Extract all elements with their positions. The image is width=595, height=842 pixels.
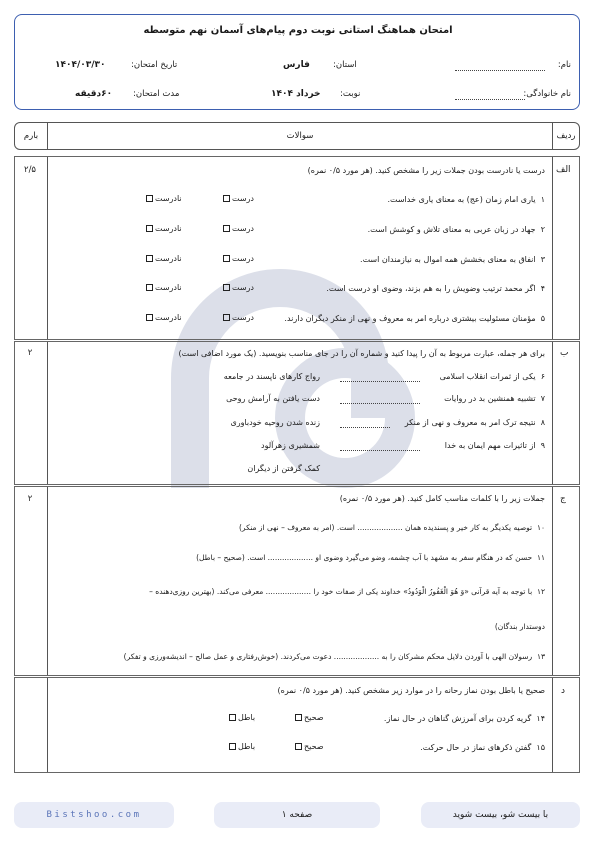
question-4: ۴ اگر محمد ترتیب وضویش را به هم بزند، وضوی او درست است. — [326, 284, 545, 293]
checkbox[interactable] — [146, 195, 153, 202]
answer-blank[interactable] — [340, 381, 420, 382]
province-value: فارس — [283, 60, 310, 70]
section-letter: ج — [560, 494, 566, 504]
term-label: نوبت: — [340, 89, 361, 99]
term-value: خرداد ۱۴۰۴ — [271, 89, 321, 99]
false-option[interactable]: نادرست — [146, 224, 182, 233]
row-column-label: ردیف — [556, 131, 576, 141]
section-instruction: جملات زیر را با کلمات مناسب کامل کنید. (هر مورد ۰/۵ نمره) — [339, 494, 545, 503]
score-column-label: بارم — [23, 131, 39, 141]
answer-blank[interactable] — [340, 450, 420, 451]
question-1: ۱ یاری امام زمان (عج) به معنای یاری خداست. — [387, 195, 545, 204]
answer-blank[interactable] — [340, 427, 390, 428]
section-instruction: برای هر جمله، عبارت مربوط به آن را پیدا کنید و شماره آن را در جای مناسب بنویسید. (یک مورد اضافی است) — [178, 349, 545, 358]
date-value: ۱۴۰۴/۰۳/۳۰ — [55, 60, 106, 70]
checkbox[interactable] — [229, 743, 236, 750]
section-letter: الف — [556, 165, 571, 175]
valid-option[interactable]: صحیح — [295, 742, 324, 751]
family-label: نام خانوادگی: — [523, 89, 571, 99]
checkbox[interactable] — [146, 225, 153, 232]
section-instruction: صحیح یا باطل بودن نماز رحانه را در موارد زیر مشخص کنید. (هر مورد ۰/۵ نمره) — [277, 686, 545, 695]
checkbox[interactable] — [295, 743, 302, 750]
question-10: ۱۰ توصیه یکدیگر به کار خیر و پسندیده همان ................... است. (امر به معروف – نهی از منکر) — [239, 523, 545, 532]
invalid-option[interactable]: باطل — [229, 742, 255, 751]
checkbox[interactable] — [223, 284, 230, 291]
date-label: تاریخ امتحان: — [131, 60, 178, 70]
answer-option: دست یافتن به آرامش روحی — [226, 394, 320, 403]
question-3: ۳ انفاق به معنای بخشش همه اموال به نیازمندان است. — [360, 255, 545, 264]
checkbox[interactable] — [146, 284, 153, 291]
section-jim — [14, 486, 580, 676]
false-option[interactable]: نادرست — [146, 283, 182, 292]
checkbox[interactable] — [223, 255, 230, 262]
question-14: ۱۴ گریه کردن برای آمرزش گناهان در حال نماز. — [383, 714, 545, 723]
answer-blank[interactable] — [340, 403, 420, 404]
duration-value: ۶۰دقیقه — [75, 89, 113, 99]
checkbox[interactable] — [146, 314, 153, 321]
question-9: ۹ از تاثیرات مهم ایمان به خدا — [444, 441, 545, 450]
true-option[interactable]: درست — [223, 313, 254, 322]
answer-option: کمک گرفتن از دیگران — [247, 464, 320, 473]
footer-slogan: با بیست شو، بیست شوید — [452, 810, 549, 820]
question-11: ۱۱ حسن که در هنگام سفر به مشهد با آب چشمه، وضو می‌گیرد وضوی او ................... است. (صحیح – باطل) — [196, 553, 545, 562]
false-option[interactable]: نادرست — [146, 254, 182, 263]
section-alef — [14, 156, 580, 340]
footer-slogan-box — [421, 802, 580, 828]
section-instruction: درست یا نادرست بودن جملات زیر را مشخص کنید. (هر مورد ۰/۵ نمره) — [307, 166, 545, 175]
province-label: استان: — [333, 60, 357, 70]
section-letter: ب — [560, 348, 569, 358]
footer-page-box — [214, 802, 380, 828]
column-header — [14, 122, 580, 150]
question-5: ۵ مؤمنان مسئولیت بیشتری درباره امر به معروف و نهی از منکر دیگران دارند. — [284, 314, 545, 323]
question-2: ۲ جهاد در زبان عربی به معنای تلاش و کوشش است. — [367, 225, 545, 234]
section-score: ۲ — [27, 348, 33, 358]
name-label: نام: — [557, 60, 571, 70]
questions-column-label: سوالات — [286, 131, 314, 141]
question-12-continued: دوستدار بندگان) — [494, 622, 545, 631]
checkbox[interactable] — [295, 714, 302, 721]
checkbox[interactable] — [223, 314, 230, 321]
question-6: ۶ یکی از ثمرات انقلاب اسلامی — [439, 372, 545, 381]
family-field — [455, 99, 525, 100]
answer-option: زنده شدن روحیه خودباوری — [230, 418, 320, 427]
answer-option: رواج کارهای ناپسند در جامعه — [223, 372, 320, 381]
true-option[interactable]: درست — [223, 224, 254, 233]
false-option[interactable]: نادرست — [146, 313, 182, 322]
checkbox[interactable] — [229, 714, 236, 721]
page-number: صفحه ۱ — [281, 810, 313, 820]
answer-option: شمشیری زهرآلود — [261, 441, 320, 450]
footer-brand[interactable]: Bistshoo.com — [46, 810, 142, 820]
question-13: ۱۳ رسولان الهی با آوردن دلایل محکم مشرکان را به ................... دعوت می‌کردند. (خوش‌رفتاری و عمل صالح – اندیشه‌ورزی و تفکر) — [123, 652, 545, 661]
invalid-option[interactable]: باطل — [229, 713, 255, 722]
checkbox[interactable] — [223, 225, 230, 232]
question-12: ۱۲ با توجه به آیه قرآنی «وَ هُوَ الْغَفُورُ الْوَدُودُ» خداوند یکی از صفات خود را ................... معرفی می‌کند. (بهترین روزی‌دهنده – — [149, 587, 545, 596]
true-option[interactable]: درست — [223, 254, 254, 263]
true-option[interactable]: درست — [223, 194, 254, 203]
question-15: ۱۵ گفتن ذکرهای نماز در حال حرکت. — [420, 743, 545, 752]
true-option[interactable]: درست — [223, 283, 254, 292]
name-field — [455, 70, 545, 71]
section-score: ۲ — [27, 494, 33, 504]
question-8: ۸ نتیجه ترک امر به معروف و نهی از منکر — [404, 418, 545, 427]
false-option[interactable]: نادرست — [146, 194, 182, 203]
checkbox[interactable] — [146, 255, 153, 262]
exam-header — [14, 14, 580, 110]
exam-title: امتحان هماهنگ استانی نوبت دوم پیام‌های آسمان نهم متوسطه — [143, 25, 453, 36]
valid-option[interactable]: صحیح — [295, 713, 324, 722]
duration-label: مدت امتحان: — [133, 89, 180, 99]
footer-brand-box[interactable] — [14, 802, 174, 828]
checkbox[interactable] — [223, 195, 230, 202]
section-score: ۲/۵ — [24, 165, 36, 175]
section-letter: د — [561, 686, 566, 696]
question-7: ۷ تشبیه همنشین بد در روایات — [444, 394, 545, 403]
